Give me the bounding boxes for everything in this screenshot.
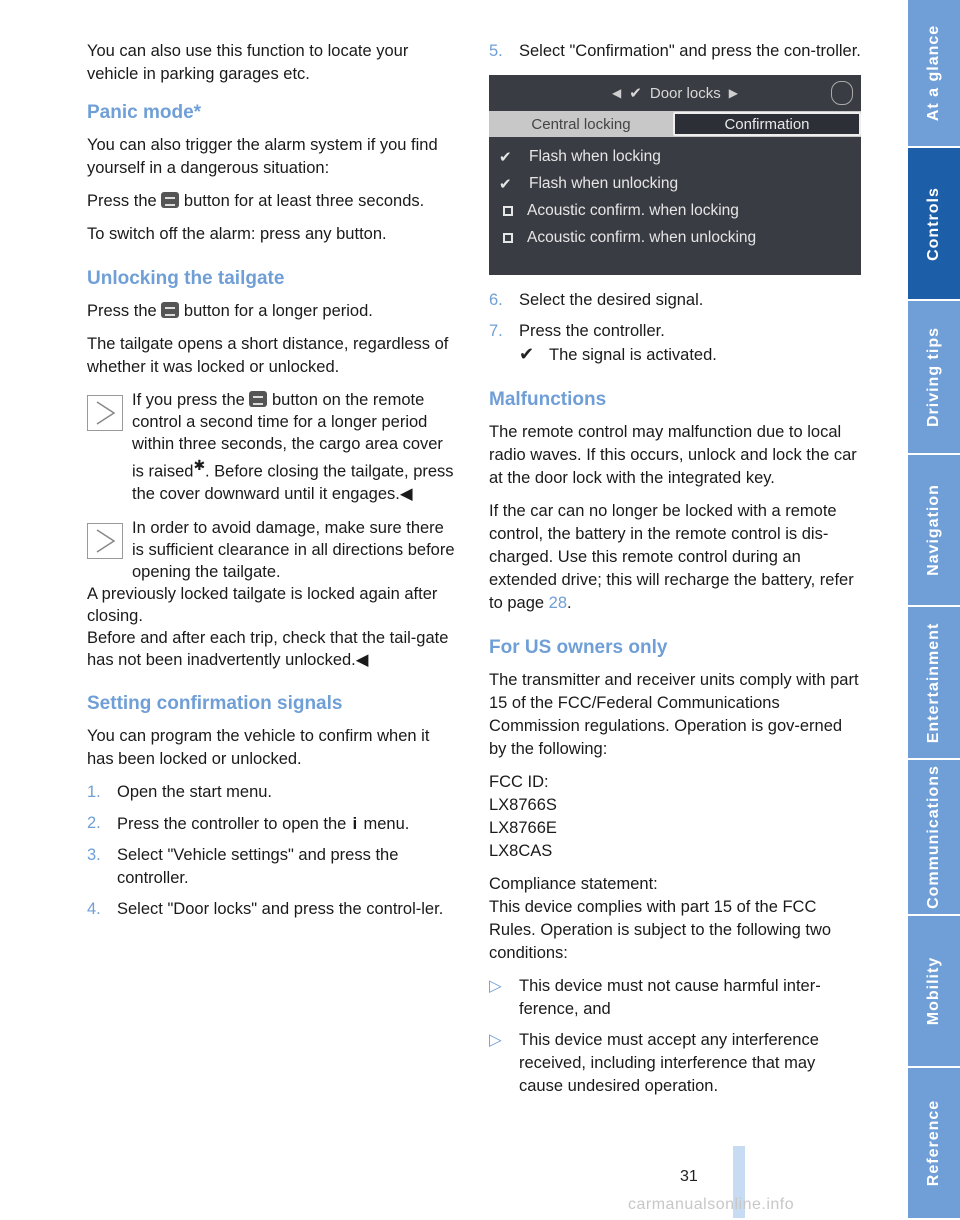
note-cargo-cover	[87, 389, 459, 505]
list-item	[489, 40, 861, 63]
bullet-text: This device must not cause harmful inter-ference, and	[519, 977, 821, 1018]
tab-confirmation[interactable]: Confirmation	[673, 112, 861, 136]
option-star-icon: ✱	[193, 458, 205, 473]
option-label: Acoustic confirm. when locking	[527, 201, 739, 219]
step-number: 3.	[87, 845, 101, 864]
malf-text-2a: If the car can no longer be locked with a remote control, the battery in the remote control is dis-charged. Use this remote control during an extended drive; this will recharge the battery, refer to page	[489, 502, 854, 612]
list-item	[87, 812, 459, 836]
step-number: 1.	[87, 782, 101, 801]
controller-icon	[831, 81, 853, 105]
list-item	[489, 975, 861, 1021]
bullet-arrow-icon: ▷	[489, 1031, 502, 1049]
remote-button-icon	[161, 302, 179, 318]
screen-tabs	[489, 111, 861, 137]
remote-button-icon	[161, 192, 179, 208]
checkmark-icon: ✔	[519, 344, 535, 364]
step-text: Press the controller.	[519, 322, 665, 340]
note-arrow-icon	[87, 395, 123, 431]
tailgate-text-1a: Press the	[87, 302, 157, 320]
tab-entertainment[interactable]	[908, 607, 960, 760]
panic-text-3: To switch off the alarm: press any button.	[87, 225, 387, 243]
confirm-heading: Setting confirmation signals	[87, 692, 343, 714]
bullet-arrow-icon: ▷	[489, 977, 502, 995]
tab-central-locking[interactable]: Central locking	[531, 115, 631, 133]
page-number: 31	[680, 1168, 698, 1185]
steps-list	[87, 781, 459, 921]
screen-options	[499, 143, 851, 251]
note-cargo-text-a: If you press the	[132, 391, 245, 409]
step-number: 6.	[489, 291, 503, 309]
option-label: Flash when unlocking	[529, 174, 679, 192]
checkbox-icon	[503, 233, 513, 243]
tab-mobility[interactable]	[908, 916, 960, 1068]
note-check-text: Before and after each trip, check that the tail-gate has not been inadvertently unlocked.◀	[87, 628, 449, 669]
note-relock-text: A previously locked tailgate is locked again after closing.	[87, 584, 438, 625]
step-number: 7.	[489, 322, 503, 340]
tailgate-text-2: The tailgate opens a short distance, regardless of whether it was locked or unlocked.	[87, 335, 449, 376]
step-text: Open the start menu.	[117, 782, 273, 801]
car-check-icon: ✔	[629, 85, 642, 102]
left-column	[87, 40, 459, 929]
tab-label: Navigation	[925, 484, 942, 576]
confirm-text: You can program the vehicle to confirm when it has been locked or unlocked.	[87, 726, 430, 768]
door-locks-screen	[489, 75, 861, 275]
tab-communications[interactable]	[908, 760, 960, 916]
step-number: 5.	[489, 42, 503, 60]
checkmark-icon: ✔	[499, 175, 512, 193]
us-text-1: The transmitter and receiver units comply with part 15 of the FCC/Federal Communications Commission regulations. Operation is gov-erned by the following:	[489, 671, 859, 758]
list-item	[489, 320, 861, 367]
checkbox-icon	[503, 206, 513, 216]
tab-navigation[interactable]	[908, 455, 960, 607]
compliance-label: Compliance statement:	[489, 875, 658, 893]
checkmark-icon: ✔	[499, 148, 512, 166]
panic-text-2b: button for at least three seconds.	[183, 192, 425, 210]
step-number: 4.	[87, 899, 101, 918]
option-acoustic-locking[interactable]	[499, 197, 851, 224]
tab-label: Controls	[925, 186, 942, 261]
tailgate-text-1	[87, 300, 459, 323]
option-flash-unlocking[interactable]	[499, 170, 851, 197]
intro-text: You can also use this function to locate your vehicle in parking garages etc.	[87, 42, 409, 83]
bullet-text: This device must accept any interference received, including interference that may cause undesired operation.	[519, 1031, 819, 1095]
list-item	[489, 1029, 861, 1098]
tab-label: At a glance	[925, 24, 942, 122]
page-link[interactable]: 28	[548, 594, 568, 612]
option-flash-locking[interactable]	[499, 143, 851, 170]
fcc-id: LX8766S	[489, 796, 557, 814]
tab-label: Reference	[925, 1099, 942, 1187]
panic-text-2	[87, 190, 459, 213]
list-item	[87, 781, 459, 804]
malf-text-2: If the car can no longer be locked with a remote control, the battery in the remote control is dis-charged. Use this remote control during an extended drive; this will recharge the battery, refer to page 28.	[489, 502, 854, 612]
tab-at-a-glance[interactable]	[908, 0, 960, 148]
tab-label: Communications	[925, 765, 942, 909]
list-item	[87, 898, 459, 921]
left-arrow-icon: ◀	[612, 86, 622, 100]
tab-controls[interactable]	[908, 148, 960, 301]
note-check-text-a: Before and after each trip, check that the tail-gate has not been inadvertently unlocked.	[87, 628, 449, 669]
note-cargo-text-c: . Before closing the tailgate, press the cover downward until it engages.	[132, 462, 454, 503]
fcc-block	[489, 771, 861, 863]
note-clearance-text: In order to avoid damage, make sure there is sufficient clearance in all directions before opening the tailgate.	[132, 518, 455, 581]
watermark-text: carmanualsonline.info	[628, 1196, 795, 1213]
step-text: Select the desired signal.	[519, 291, 704, 309]
panic-text-1: You can also trigger the alarm system if you find yourself in a dangerous situation:	[87, 136, 438, 177]
panic-heading: Panic mode*	[87, 102, 202, 123]
tab-label: Entertainment	[925, 622, 942, 743]
option-acoustic-unlocking[interactable]	[499, 224, 851, 251]
compliance-block	[489, 873, 861, 965]
fcc-label: FCC ID:	[489, 773, 549, 791]
malf-text-1: The remote control may malfunction due to local radio waves. If this occurs, unlock and lock the car at the door lock with the integrated key.	[489, 423, 857, 487]
note-cargo-text-b: button on the remote control a second time for a longer period within three seconds, the cargo area cover is raised	[132, 391, 443, 481]
list-item	[489, 289, 861, 312]
section-tabs	[908, 0, 960, 1220]
info-icon: i	[352, 813, 358, 833]
option-label: Flash when locking	[529, 147, 661, 165]
us-owners-heading: For US owners only	[489, 637, 668, 658]
right-arrow-icon: ▶	[728, 86, 738, 100]
compliance-text: This device complies with part 15 of the FCC Rules. Operation is subject to the following two conditions:	[489, 898, 832, 962]
step-text: Press the controller to open the	[117, 814, 347, 833]
tailgate-heading: Unlocking the tailgate	[87, 268, 285, 289]
malfunctions-heading: Malfunctions	[489, 389, 607, 410]
note-cargo-text: If you press the button on the remote control a second time for a longer period within three seconds, the cargo area cover is raised✱. Before closing the tailgate, press the cover downward until it engages.◀	[132, 391, 454, 503]
panic-text-2a: Press the	[87, 192, 157, 210]
note-arrow-icon	[87, 523, 123, 559]
fcc-id: LX8CAS	[489, 842, 553, 860]
screen-title: Door locks	[649, 84, 721, 102]
remote-button-icon	[249, 391, 267, 407]
tab-label: Mobility	[925, 956, 942, 1026]
step-text: Select "Confirmation" and press the con-troller.	[519, 42, 861, 60]
tab-label: Driving tips	[925, 326, 942, 428]
step-text: Select "Vehicle settings" and press the controller.	[117, 845, 399, 887]
tailgate-text-1b: button for a longer period.	[183, 302, 373, 320]
tab-driving-tips[interactable]	[908, 301, 960, 455]
fcc-id: LX8766E	[489, 819, 557, 837]
right-column	[489, 40, 861, 1106]
step-number: 2.	[87, 813, 101, 832]
note-clearance	[87, 517, 459, 671]
screen-title-bar	[489, 75, 861, 111]
step-text: Select "Door locks" and press the control-ler.	[117, 899, 444, 918]
step-subtext: The signal is activated.	[549, 346, 717, 364]
tab-reference[interactable]	[908, 1068, 960, 1220]
option-label: Acoustic confirm. when unlocking	[527, 228, 757, 246]
list-item	[87, 844, 459, 890]
step-text: menu.	[363, 814, 410, 833]
